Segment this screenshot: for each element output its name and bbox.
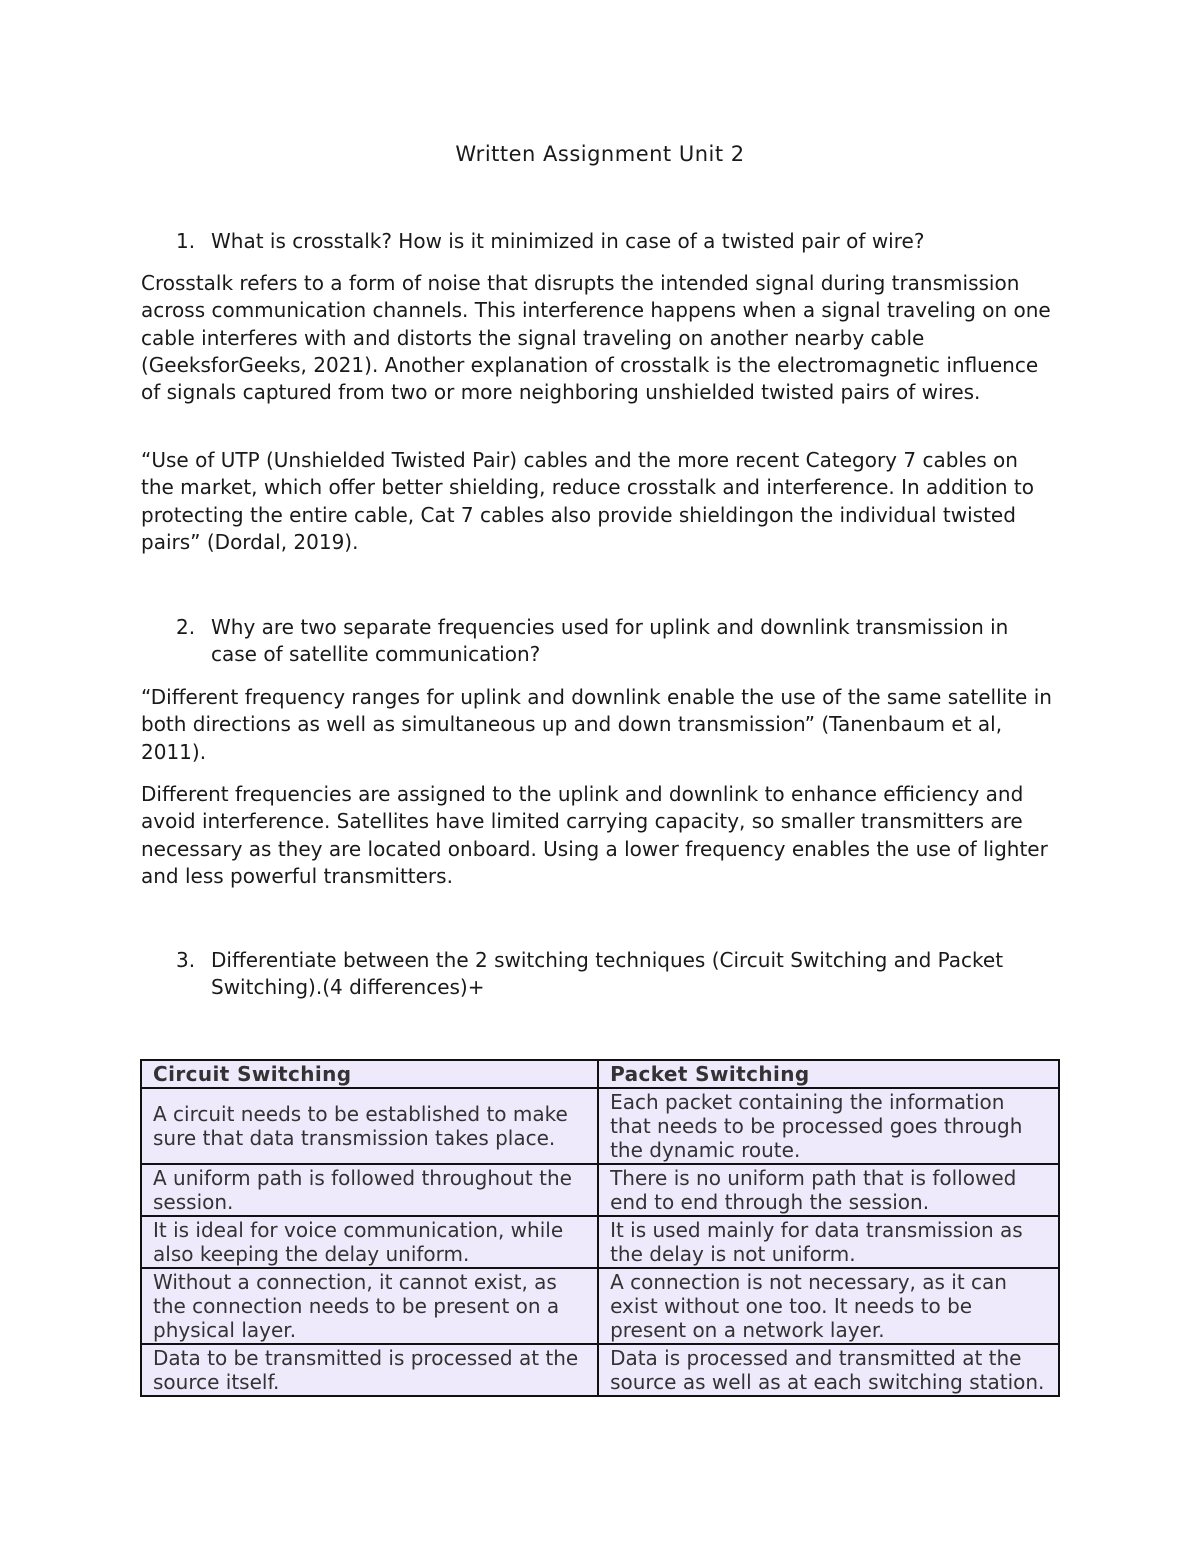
question-number: 1. xyxy=(176,229,196,253)
table-row xyxy=(141,1164,1059,1216)
header-circuit-switching: Circuit Switching xyxy=(141,1060,598,1088)
question-text: What is crosstalk? How is it minimized in case of a twisted pair of wire? xyxy=(211,229,925,253)
table-header-row xyxy=(141,1060,1059,1088)
table-row xyxy=(141,1088,1059,1164)
switching-comparison-table xyxy=(140,1059,1060,1397)
table-cell: Data to be transmitted is processed at the source itself. xyxy=(141,1344,598,1396)
table-cell: It is ideal for voice communication, while also keeping the delay uniform. xyxy=(141,1216,598,1268)
answer-2-paragraph-1: “Different frequency ranges for uplink and downlink enable the use of the same satellite in both directions as well as simultaneous up and down transmission” (Tanenbaum et al, 2011). xyxy=(141,685,1052,764)
table-cell: A circuit needs to be established to make sure that data transmission takes place. xyxy=(141,1088,598,1164)
table-row xyxy=(141,1268,1059,1344)
answer-2-paragraph-2: Different frequencies are assigned to the uplink and downlink to enhance efficiency and avoid interference. Satellites have limited carrying capacity, so smaller transmitters are necessary as they are located onboard. Using a lower frequency enables the use of lighter and less powerful transmitters. xyxy=(141,782,1048,888)
question-text: Differentiate between the 2 switching techniques (Circuit Switching and Packet Switching).(4 differences)+ xyxy=(211,948,1004,999)
question-3 xyxy=(176,947,1056,1001)
document-title: Written Assignment Unit 2 xyxy=(455,142,745,166)
table-cell: It is used mainly for data transmission as the delay is not uniform. xyxy=(598,1216,1059,1268)
table-cell: A connection is not necessary, as it can exist without one too. It needs to be present on a network layer. xyxy=(598,1268,1059,1344)
table-cell: Each packet containing the information that needs to be processed goes through the dynamic route. xyxy=(598,1088,1059,1164)
question-2 xyxy=(176,614,1056,668)
question-number: 2. xyxy=(176,615,196,639)
table-cell: Data is processed and transmitted at the source as well as at each switching station. xyxy=(598,1344,1059,1396)
question-1 xyxy=(176,228,1056,255)
table-row xyxy=(141,1216,1059,1268)
answer-1-paragraph-2: “Use of UTP (Unshielded Twisted Pair) cables and the more recent Category 7 cables on the market, which offer better shielding, reduce crosstalk and interference. In addition to protecting the entire cable, Cat 7 cables also provide shieldingon the individual twisted pairs” (Dordal, 2019). xyxy=(141,448,1034,554)
answer-1-paragraph-1: Crosstalk refers to a form of noise that disrupts the intended signal during transmission across communication channels. This interference happens when a signal traveling on one cable interferes with and distorts the signal traveling on another nearby cable (GeeksforGeeks, 2021). Another explanation of crosstalk is the electromagnetic influence of signals captured from two or more neighboring unshielded twisted pairs of wires. xyxy=(141,271,1051,405)
question-text: Why are two separate frequencies used for uplink and downlink transmission in case of satellite communication? xyxy=(211,615,1009,666)
table-cell: A uniform path is followed throughout the session. xyxy=(141,1164,598,1216)
header-packet-switching: Packet Switching xyxy=(598,1060,1059,1088)
table-row xyxy=(141,1344,1059,1396)
table-cell: Without a connection, it cannot exist, as the connection needs to be present on a physical layer. xyxy=(141,1268,598,1344)
table-cell: There is no uniform path that is followed end to end through the session. xyxy=(598,1164,1059,1216)
question-number: 3. xyxy=(176,948,196,972)
